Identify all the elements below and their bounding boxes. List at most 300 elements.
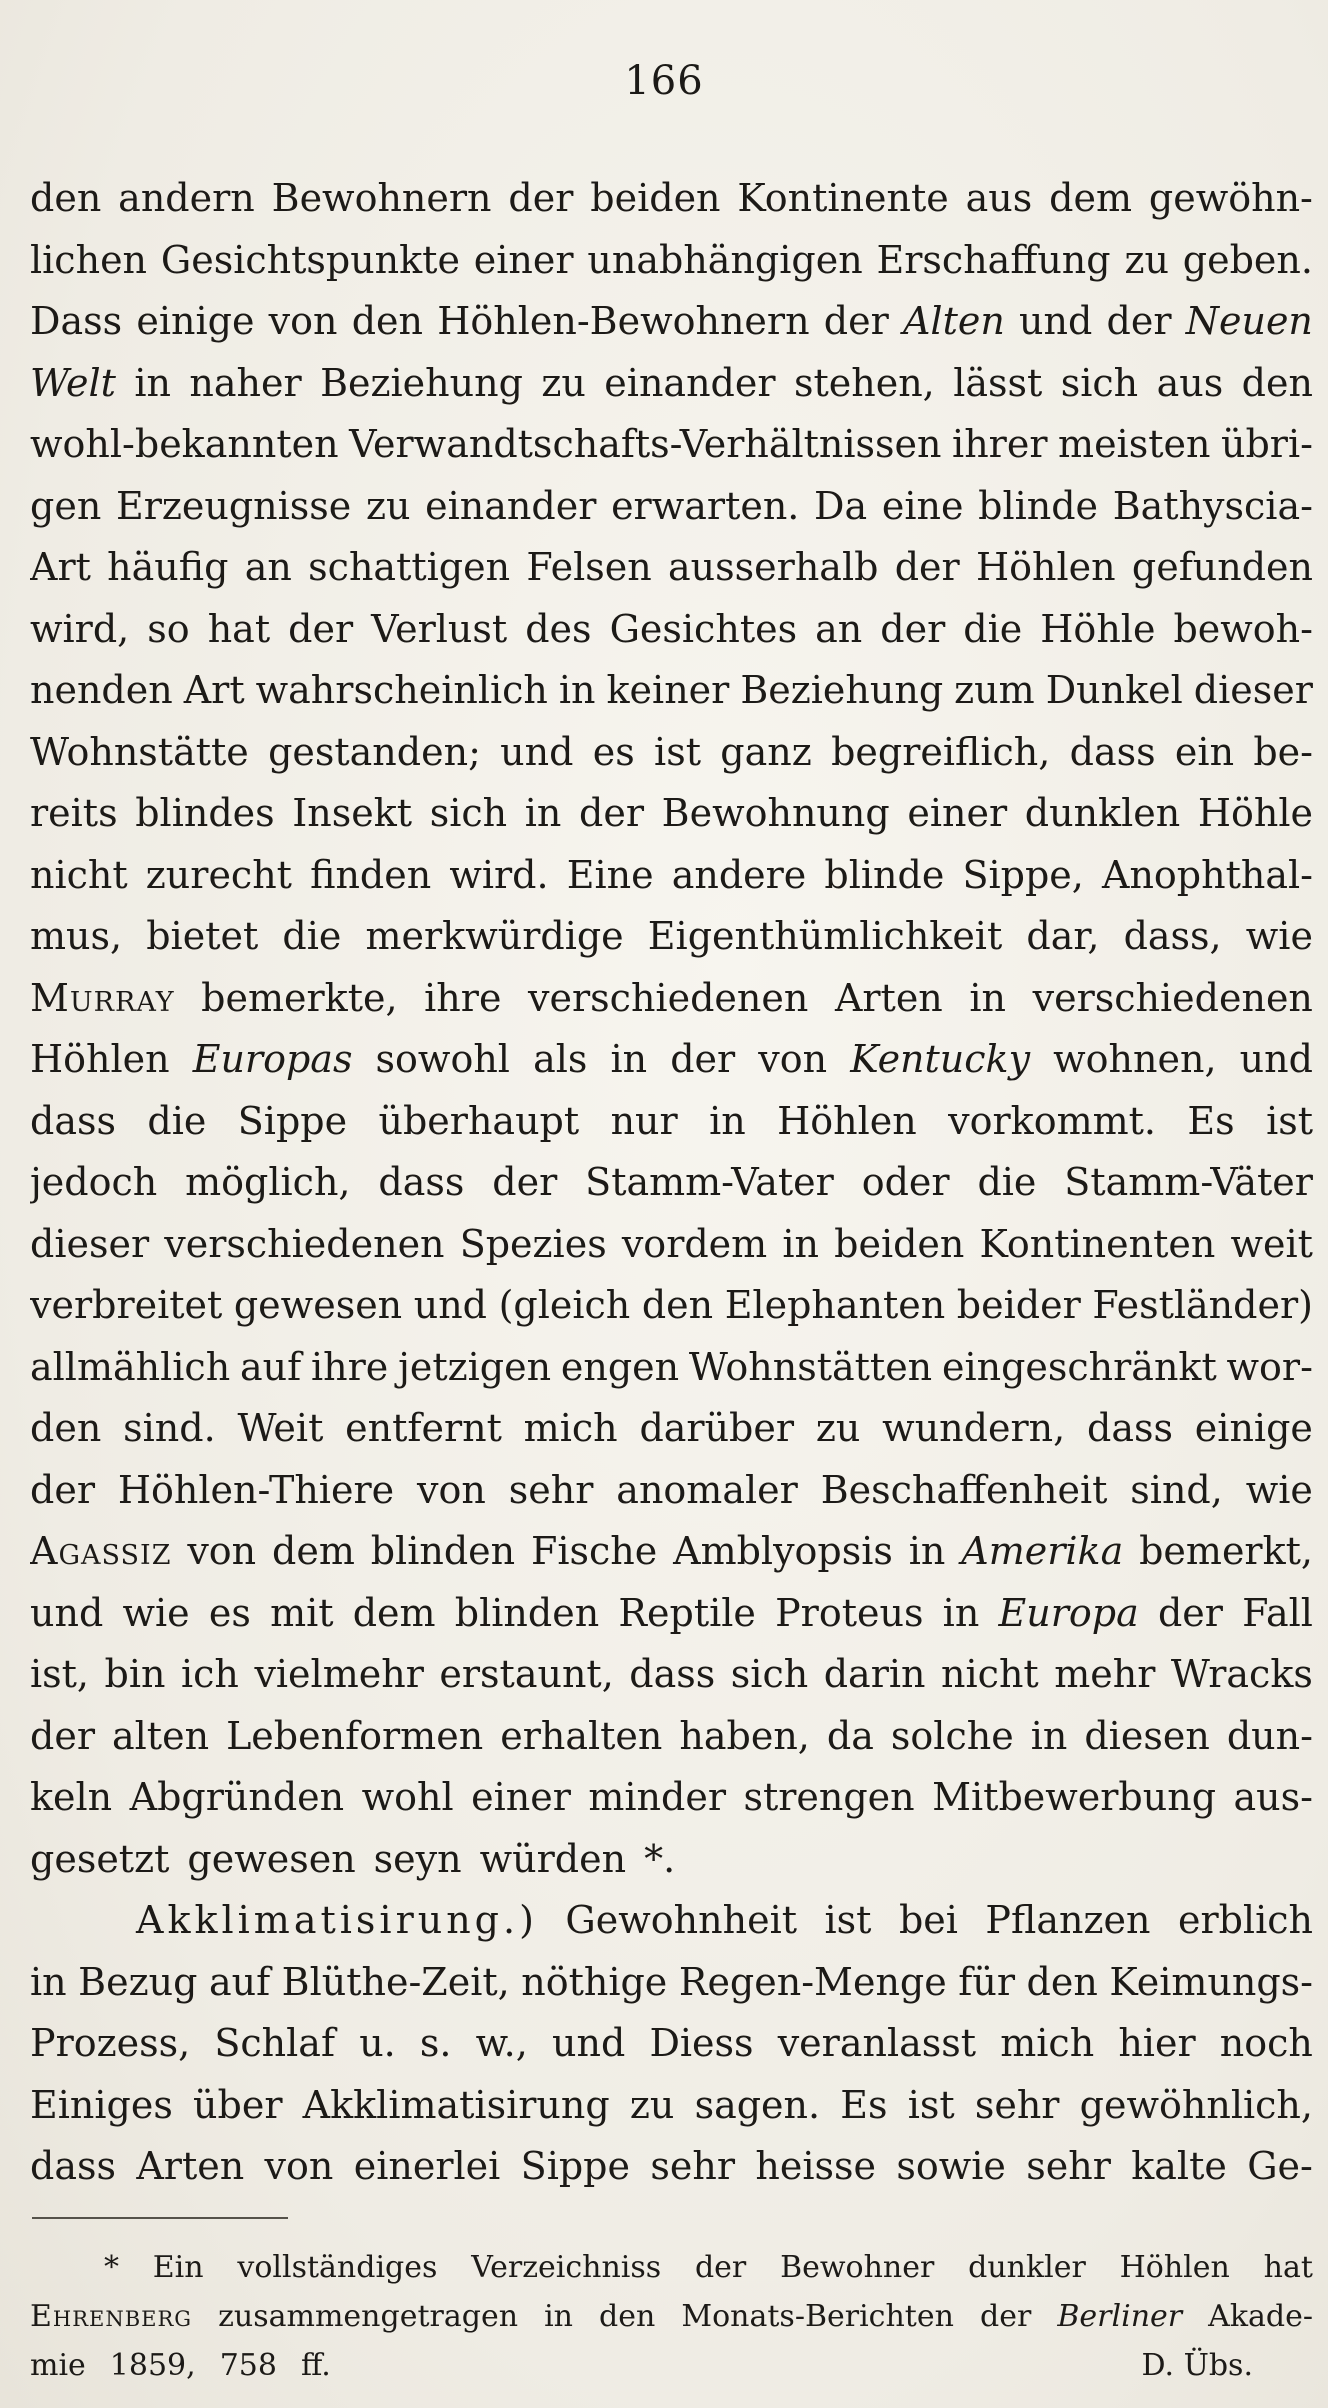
word: und: [1019, 299, 1093, 343]
word: von: [758, 1037, 828, 1081]
word: zu: [1124, 237, 1169, 282]
word: *.: [644, 1836, 676, 1881]
word: weit: [1230, 1221, 1313, 1266]
word: die: [977, 1160, 1037, 1204]
word: erblich: [1177, 1898, 1313, 1942]
word: den: [30, 1406, 102, 1450]
word: sich: [730, 1652, 809, 1696]
word: der: [492, 1160, 558, 1204]
word: Eigenthümlichkeit: [647, 914, 1003, 958]
word: Höhlen: [1119, 2250, 1230, 2285]
word: oder: [861, 1160, 950, 1204]
text-line: [30, 537, 1313, 599]
word: wie: [1245, 914, 1313, 958]
word: mit: [270, 1590, 334, 1635]
word: da: [826, 1713, 874, 1758]
word: jedoch: [30, 1160, 158, 1204]
word: einige: [136, 299, 255, 343]
word: bietet: [146, 914, 259, 958]
word: blinde: [824, 852, 945, 897]
word: Erschaffung: [876, 237, 1111, 282]
word: dunklen: [1024, 791, 1181, 835]
text-line: [30, 476, 1313, 538]
word: würden: [479, 1836, 627, 1881]
word: Stamm-Vater: [585, 1160, 834, 1204]
text-line: [30, 1521, 1313, 1583]
text-line: [30, 291, 1313, 353]
word: anomaler: [616, 1467, 798, 1512]
word: ist,: [30, 1652, 90, 1696]
word: merkwürdige: [365, 914, 624, 958]
word: mich: [1000, 2021, 1095, 2065]
word: hat: [207, 606, 271, 651]
page-number: 166: [624, 58, 704, 104]
word: der: [694, 2250, 747, 2285]
word: Murray: [30, 975, 175, 1020]
word: wor-: [1226, 1344, 1313, 1389]
word: Felsen: [526, 545, 652, 589]
text-line: [30, 1029, 1313, 1091]
text-line: [30, 1829, 1313, 1891]
word: Verlust: [371, 606, 508, 651]
word: solche: [890, 1713, 1014, 1758]
word: Sippe: [237, 1098, 348, 1143]
word: in: [908, 1529, 946, 1573]
word: erhalten: [500, 1713, 663, 1758]
word: und: [1239, 1037, 1313, 1081]
word: blinden: [454, 1590, 600, 1635]
word: Wohnstätte: [30, 729, 249, 774]
word: in: [610, 1037, 648, 1081]
word: engen: [560, 1344, 680, 1389]
word: Ge-: [1247, 2144, 1313, 2188]
word: nenden: [30, 668, 173, 712]
word: sowohl: [375, 1037, 510, 1081]
word: mus,: [30, 914, 123, 958]
word: dass: [30, 2144, 116, 2188]
footnote-rule: [32, 2217, 288, 2219]
word: 758: [219, 2348, 277, 2383]
word: die: [147, 1098, 207, 1143]
word: bei: [898, 1898, 958, 1942]
word: meisten: [1058, 422, 1211, 466]
word: gewöhnlich,: [1079, 2082, 1313, 2127]
word: gewesen: [187, 1836, 356, 1881]
word: überhaupt: [378, 1098, 580, 1143]
word: sehr: [1026, 2144, 1111, 2188]
word: und: [552, 2021, 626, 2065]
word: gefunden: [1131, 545, 1313, 589]
word: als: [533, 1037, 588, 1081]
word: Höhlen: [30, 1037, 170, 1081]
word: Dass: [30, 299, 123, 343]
word: dun-: [1226, 1713, 1313, 1758]
word: Verzeichniss: [471, 2250, 662, 2285]
word: vorkommt.: [948, 1098, 1156, 1143]
word: w.,: [475, 2021, 528, 2065]
word: dem: [272, 1529, 355, 1573]
word: in: [782, 1221, 819, 1266]
word: bemerkt,: [1139, 1529, 1313, 1573]
word: eingeschränkt: [941, 1344, 1217, 1389]
word: dass: [1069, 729, 1156, 774]
word: (gleich: [498, 1283, 631, 1327]
word: Bathyscia-: [1112, 483, 1313, 528]
text-line: [30, 1890, 1313, 1952]
word: Lebenformen: [226, 1713, 484, 1758]
word: Amblyopsis: [673, 1529, 893, 1573]
word: von: [187, 1529, 257, 1573]
text-line: [30, 2136, 1313, 2198]
word: des: [525, 606, 592, 651]
text-line: [30, 1767, 1313, 1829]
word: den: [351, 299, 423, 343]
word: sich: [429, 791, 508, 835]
word: Höhle: [1197, 791, 1313, 835]
word: finden: [310, 852, 432, 897]
word: in: [942, 1590, 980, 1635]
word: ff.: [300, 2348, 331, 2383]
word: und: [30, 1590, 104, 1635]
word: Alten: [902, 299, 1005, 343]
word: auf: [208, 1959, 271, 2004]
word: und: [500, 729, 574, 774]
word: Festländer): [1092, 1283, 1313, 1327]
word: in: [524, 791, 562, 835]
word: dass: [30, 1098, 116, 1143]
word: einerlei: [353, 2144, 501, 2188]
word: auf: [239, 1344, 302, 1389]
word: Gesichtes: [609, 606, 798, 651]
word: Art: [30, 545, 91, 589]
word: zu: [541, 360, 586, 405]
word: D. Übs.: [1141, 2348, 1253, 2383]
word: Insekt: [292, 791, 413, 835]
word: wird,: [30, 606, 130, 651]
text-line: [30, 906, 1313, 968]
word: mie: [30, 2348, 86, 2383]
word: der: [30, 1467, 95, 1512]
word: dem: [1049, 176, 1133, 220]
word: Amerika: [961, 1529, 1124, 1573]
word: dass,: [1123, 914, 1222, 958]
word: zu: [815, 1406, 861, 1450]
word: den: [1241, 360, 1313, 405]
word: verschiedenen: [164, 1221, 445, 1266]
word: Reptile: [618, 1590, 756, 1635]
text-line: [30, 660, 1313, 722]
word: Anophthal-: [1102, 852, 1313, 897]
word: über: [193, 2082, 283, 2127]
word: wie: [122, 1590, 190, 1635]
word: zurecht: [145, 852, 292, 897]
word: bewoh-: [1173, 606, 1313, 651]
text-line: [30, 353, 1313, 415]
word: Höhlen-Bewohnern: [437, 299, 810, 343]
word: den: [30, 176, 102, 220]
word: be-: [1253, 729, 1313, 774]
word: so: [147, 606, 190, 651]
word: wie: [1245, 1467, 1313, 1512]
word: vordem: [621, 1221, 768, 1266]
word: dieser: [1193, 668, 1313, 712]
word: gestanden;: [268, 729, 481, 774]
word: mich: [523, 1406, 618, 1450]
word: nöthige: [521, 1959, 668, 2004]
word: sehr: [974, 2082, 1060, 2127]
word: ist: [654, 729, 701, 774]
word: dass: [1087, 1406, 1173, 1450]
word: Europas: [192, 1037, 353, 1081]
word: beider: [956, 1283, 1081, 1327]
word: der: [670, 1037, 736, 1081]
word: Höhlen: [975, 545, 1116, 589]
word: den: [641, 1283, 714, 1327]
word: der: [579, 791, 645, 835]
word: Wohnstätten: [688, 1344, 933, 1389]
word: einer: [473, 237, 574, 282]
word: Art: [183, 668, 245, 712]
word: möglich,: [185, 1160, 351, 1204]
text-line: [30, 1583, 1313, 1645]
word: Berliner: [1057, 2299, 1183, 2334]
word: einander: [425, 483, 597, 528]
word: ist: [824, 1898, 872, 1942]
word: Agassiz: [30, 1529, 172, 1573]
word: für: [958, 1959, 1015, 2004]
word: keln: [30, 1775, 113, 1819]
word: Regen-Menge: [678, 1959, 947, 2004]
word: hier: [1118, 2021, 1196, 2065]
word: aus: [1156, 360, 1224, 405]
word: allmählich: [30, 1344, 231, 1389]
word: der: [880, 606, 946, 651]
word: in: [1030, 1713, 1068, 1758]
word: gewesen: [233, 1283, 403, 1327]
word: erwarten.: [611, 483, 800, 528]
word: Sippe,: [962, 852, 1084, 897]
word: gen: [30, 483, 102, 528]
word: noch: [1219, 2021, 1313, 2065]
word: der: [894, 545, 960, 589]
text-line: [30, 1214, 1313, 1276]
word: wohl: [361, 1775, 454, 1819]
word: gesetzt: [30, 1836, 170, 1881]
word: strengen: [743, 1775, 915, 1819]
word: seyn: [373, 1836, 462, 1881]
word: Sippe: [520, 2144, 630, 2188]
word: stehen,: [793, 360, 935, 405]
word: aus-: [1233, 1775, 1313, 1819]
word: Beziehung: [740, 668, 944, 712]
word: Prozess,: [30, 2021, 191, 2065]
word: Pflanzen: [985, 1898, 1151, 1942]
word: aus: [965, 176, 1033, 220]
word: ganz: [720, 729, 812, 774]
text-line: [30, 1152, 1313, 1214]
word: sind,: [1130, 1467, 1223, 1512]
word: Bewohnern: [271, 176, 492, 220]
word: von: [264, 2144, 334, 2188]
word: Bewohnung: [661, 791, 890, 835]
word: Beziehung: [320, 360, 523, 405]
word: der: [1157, 1590, 1223, 1635]
word: den: [1026, 1959, 1098, 2004]
text-line: [30, 1644, 1313, 1706]
word: beiden: [834, 1221, 965, 1266]
word: blindes: [135, 791, 275, 835]
text-line: [30, 2075, 1313, 2137]
word: in: [134, 360, 171, 405]
word: sich: [1060, 360, 1139, 405]
text-line: [30, 1706, 1313, 1768]
word: verschiedenen: [528, 975, 809, 1020]
word: Verwandtschafts-Verhältnissen: [349, 422, 942, 466]
word: die: [282, 914, 342, 958]
word: Arten: [834, 975, 943, 1020]
word: *: [104, 2250, 119, 2285]
word: Arten: [136, 2144, 245, 2188]
word: den: [599, 2299, 656, 2334]
word: es: [208, 1590, 251, 1635]
word: jetzigen: [398, 1344, 552, 1389]
word: verbreitet: [30, 1283, 223, 1327]
word: in: [30, 1959, 67, 2004]
word: Bewohner: [780, 2250, 935, 2285]
word: unabhängigen: [587, 237, 863, 282]
word: in: [544, 2299, 573, 2334]
word: Elephanten: [724, 1283, 946, 1327]
word: Blüthe-Zeit,: [281, 1959, 510, 2004]
word: 1859,: [109, 2348, 196, 2383]
word: Einiges: [30, 2082, 173, 2127]
word: ist: [907, 2082, 955, 2127]
word: Höhlen: [777, 1098, 917, 1143]
word: Schlaf: [214, 2021, 336, 2065]
word: der: [980, 2299, 1032, 2334]
word: Mitbewerbung: [932, 1775, 1217, 1819]
word: Dunkel: [1045, 668, 1183, 712]
word: Erzeugnisse: [115, 483, 352, 528]
word: erstaunt,: [439, 1652, 614, 1696]
word: Akklimatisirung.): [136, 1898, 538, 1942]
footnotes: [30, 2243, 1313, 2390]
word: wahrscheinlich: [255, 668, 548, 712]
text-line: [30, 1952, 1313, 2014]
word: übri-: [1220, 422, 1313, 466]
word: Wracks: [1170, 1652, 1313, 1696]
word: ihrer: [952, 422, 1048, 466]
word: zum: [954, 668, 1035, 712]
word: keiner: [606, 668, 730, 712]
word: hat: [1263, 2250, 1313, 2285]
word: Es: [840, 2082, 888, 2127]
word: in: [709, 1098, 746, 1143]
word: und: [413, 1283, 487, 1327]
word: ihre: [310, 1344, 389, 1389]
word: lässt: [953, 360, 1043, 405]
text-line: [30, 2013, 1313, 2075]
word: gewöhn-: [1148, 176, 1313, 220]
word: heisse: [755, 2144, 876, 2188]
word: beiden: [590, 176, 721, 220]
word: der: [30, 1713, 95, 1758]
word: sehr: [508, 1467, 594, 1512]
word: in: [558, 668, 596, 712]
word: eine: [881, 483, 964, 528]
word: minder: [588, 1775, 726, 1819]
word: von: [268, 299, 338, 343]
word: sagen.: [694, 2082, 821, 2127]
word: entfernt: [345, 1406, 502, 1450]
word: darüber: [639, 1406, 795, 1450]
word: Abgründen: [129, 1775, 345, 1819]
word: Keimungs-: [1109, 1959, 1313, 2004]
word: einer: [471, 1775, 571, 1819]
word: dass: [629, 1652, 716, 1696]
word: Stamm-Väter: [1064, 1160, 1313, 1204]
text-line: [30, 230, 1313, 292]
word: Fische: [531, 1529, 658, 1573]
word: die: [963, 606, 1023, 651]
word: Es: [1187, 1098, 1235, 1143]
word: Kontinenten: [979, 1221, 1216, 1266]
word: in: [969, 975, 1007, 1020]
word: der: [1106, 299, 1172, 343]
word: zusammengetragen: [218, 2299, 519, 2334]
word: vollständiges: [237, 2250, 438, 2285]
word: reits: [30, 791, 118, 835]
word: Weit: [237, 1406, 324, 1450]
word: Ehrenberg: [30, 2299, 193, 2334]
word: naher: [189, 360, 302, 405]
word: Diess: [649, 2021, 754, 2065]
text-line: [30, 845, 1313, 907]
word: ihre: [424, 975, 502, 1020]
word: sind.: [123, 1406, 216, 1450]
word: Akade-: [1208, 2299, 1313, 2334]
word: lichen: [30, 237, 148, 282]
word: dem: [352, 1590, 436, 1635]
word: dunkler: [968, 2250, 1086, 2285]
word: an: [244, 545, 292, 589]
footnote-line: [30, 2341, 1313, 2390]
word: wird.: [449, 852, 549, 897]
text-line: [30, 968, 1313, 1030]
word: nur: [610, 1098, 678, 1143]
word: an: [815, 606, 863, 651]
word: bemerkte,: [201, 975, 398, 1020]
word: Europa: [998, 1590, 1139, 1635]
word: der: [823, 299, 889, 343]
word: Höhlen-Thiere: [117, 1467, 395, 1512]
word: Beschaffenheit: [820, 1467, 1108, 1512]
word: dieser: [30, 1221, 150, 1266]
word: ausserhalb: [668, 545, 879, 589]
word: s.: [419, 2021, 452, 2065]
word: geben.: [1182, 237, 1313, 282]
word: verschiedenen: [1032, 975, 1313, 1020]
word: diesen: [1084, 1713, 1210, 1758]
word: Bezug: [78, 1959, 198, 2004]
text-line: [30, 1460, 1313, 1522]
word: Monats-Berichten: [681, 2299, 954, 2334]
word: wundern,: [882, 1406, 1066, 1450]
word: Akklimatisirung: [302, 2082, 610, 2127]
word: von: [417, 1467, 486, 1512]
word: Gesichtspunkte: [160, 237, 460, 282]
word: der: [288, 606, 354, 651]
